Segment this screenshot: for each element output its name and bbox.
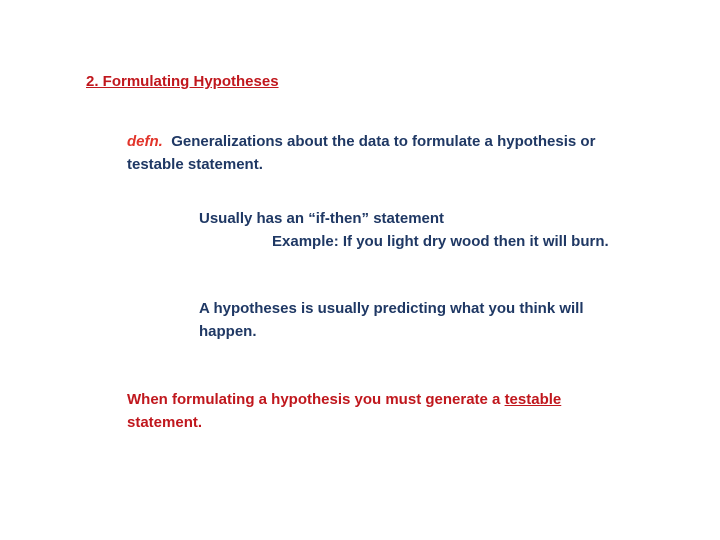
testable-text-after: statement. <box>127 414 203 431</box>
if-then-statement: Usually has an “if-then” statement <box>199 210 445 227</box>
definition-text: Generalizations about the data to formulate a hypothesis or testable statement. <box>127 133 596 173</box>
testable-keyword: testable <box>504 391 562 408</box>
testable-text-before: When formulating a hypothesis you must generate a <box>127 391 505 408</box>
definition-paragraph <box>127 130 647 176</box>
if-then-paragraph <box>199 207 669 253</box>
section-heading: 2. Formulating Hypotheses <box>86 73 279 90</box>
testable-paragraph <box>127 388 607 434</box>
prediction-paragraph: A hypotheses is usually predicting what you think will happen. <box>199 300 584 340</box>
definition-term: defn. <box>127 133 163 150</box>
if-then-example: Example: If you light dry wood then it will burn. <box>272 233 609 250</box>
